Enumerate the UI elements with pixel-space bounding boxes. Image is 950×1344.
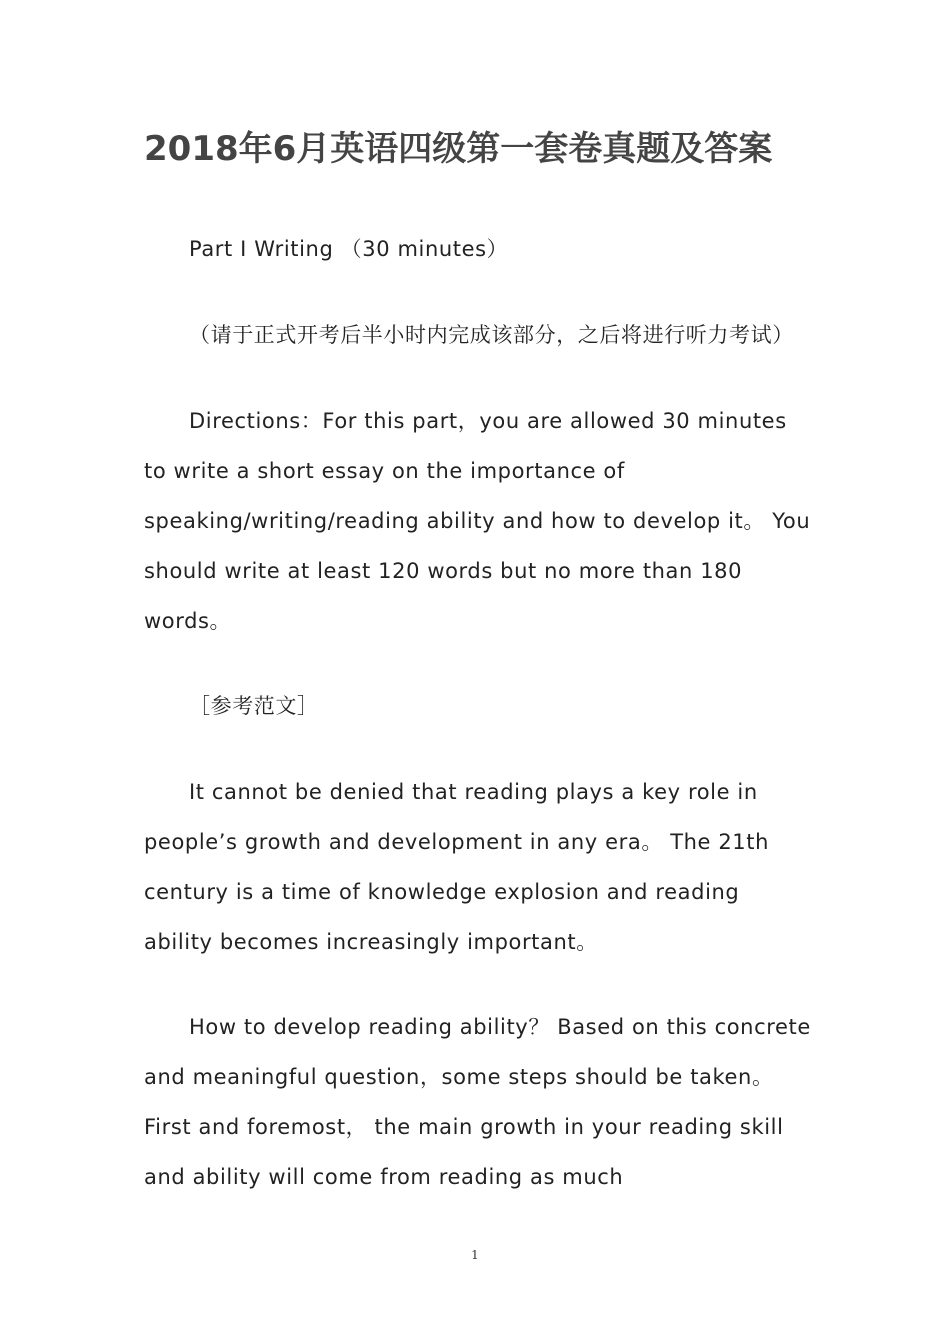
sample-essay-heading: ［参考范文］ bbox=[189, 694, 319, 718]
directions-paragraph: Directions：For this part，you are allowed 30 minutes to write a short essay on the importance of speaking/writing/reading ability and how to develop it。 You should write at least 120 words but no more than 180 words。 bbox=[144, 409, 811, 633]
essay-paragraph-1: It cannot be denied that reading plays a key role in people’s growth and development in any era。 The 21th century is a time of knowledge explosion and reading ability becomes increasingly important。 bbox=[144, 780, 770, 954]
page-number: 1 bbox=[471, 1248, 479, 1262]
essay-paragraph-2: How to develop reading ability？ Based on this concrete and meaningful question，some steps should be taken。 First and foremost， the main growth in your reading skill and ability will come from reading as much bbox=[144, 1015, 811, 1189]
document-title: 2018年6月英语四级第一套卷真题及答案 bbox=[144, 129, 773, 169]
exam-instruction-note: （请于正式开考后半小时内完成该部分，之后将进行听力考试） bbox=[189, 323, 794, 347]
section-heading-writing: Part I Writing （30 minutes） bbox=[189, 237, 509, 261]
